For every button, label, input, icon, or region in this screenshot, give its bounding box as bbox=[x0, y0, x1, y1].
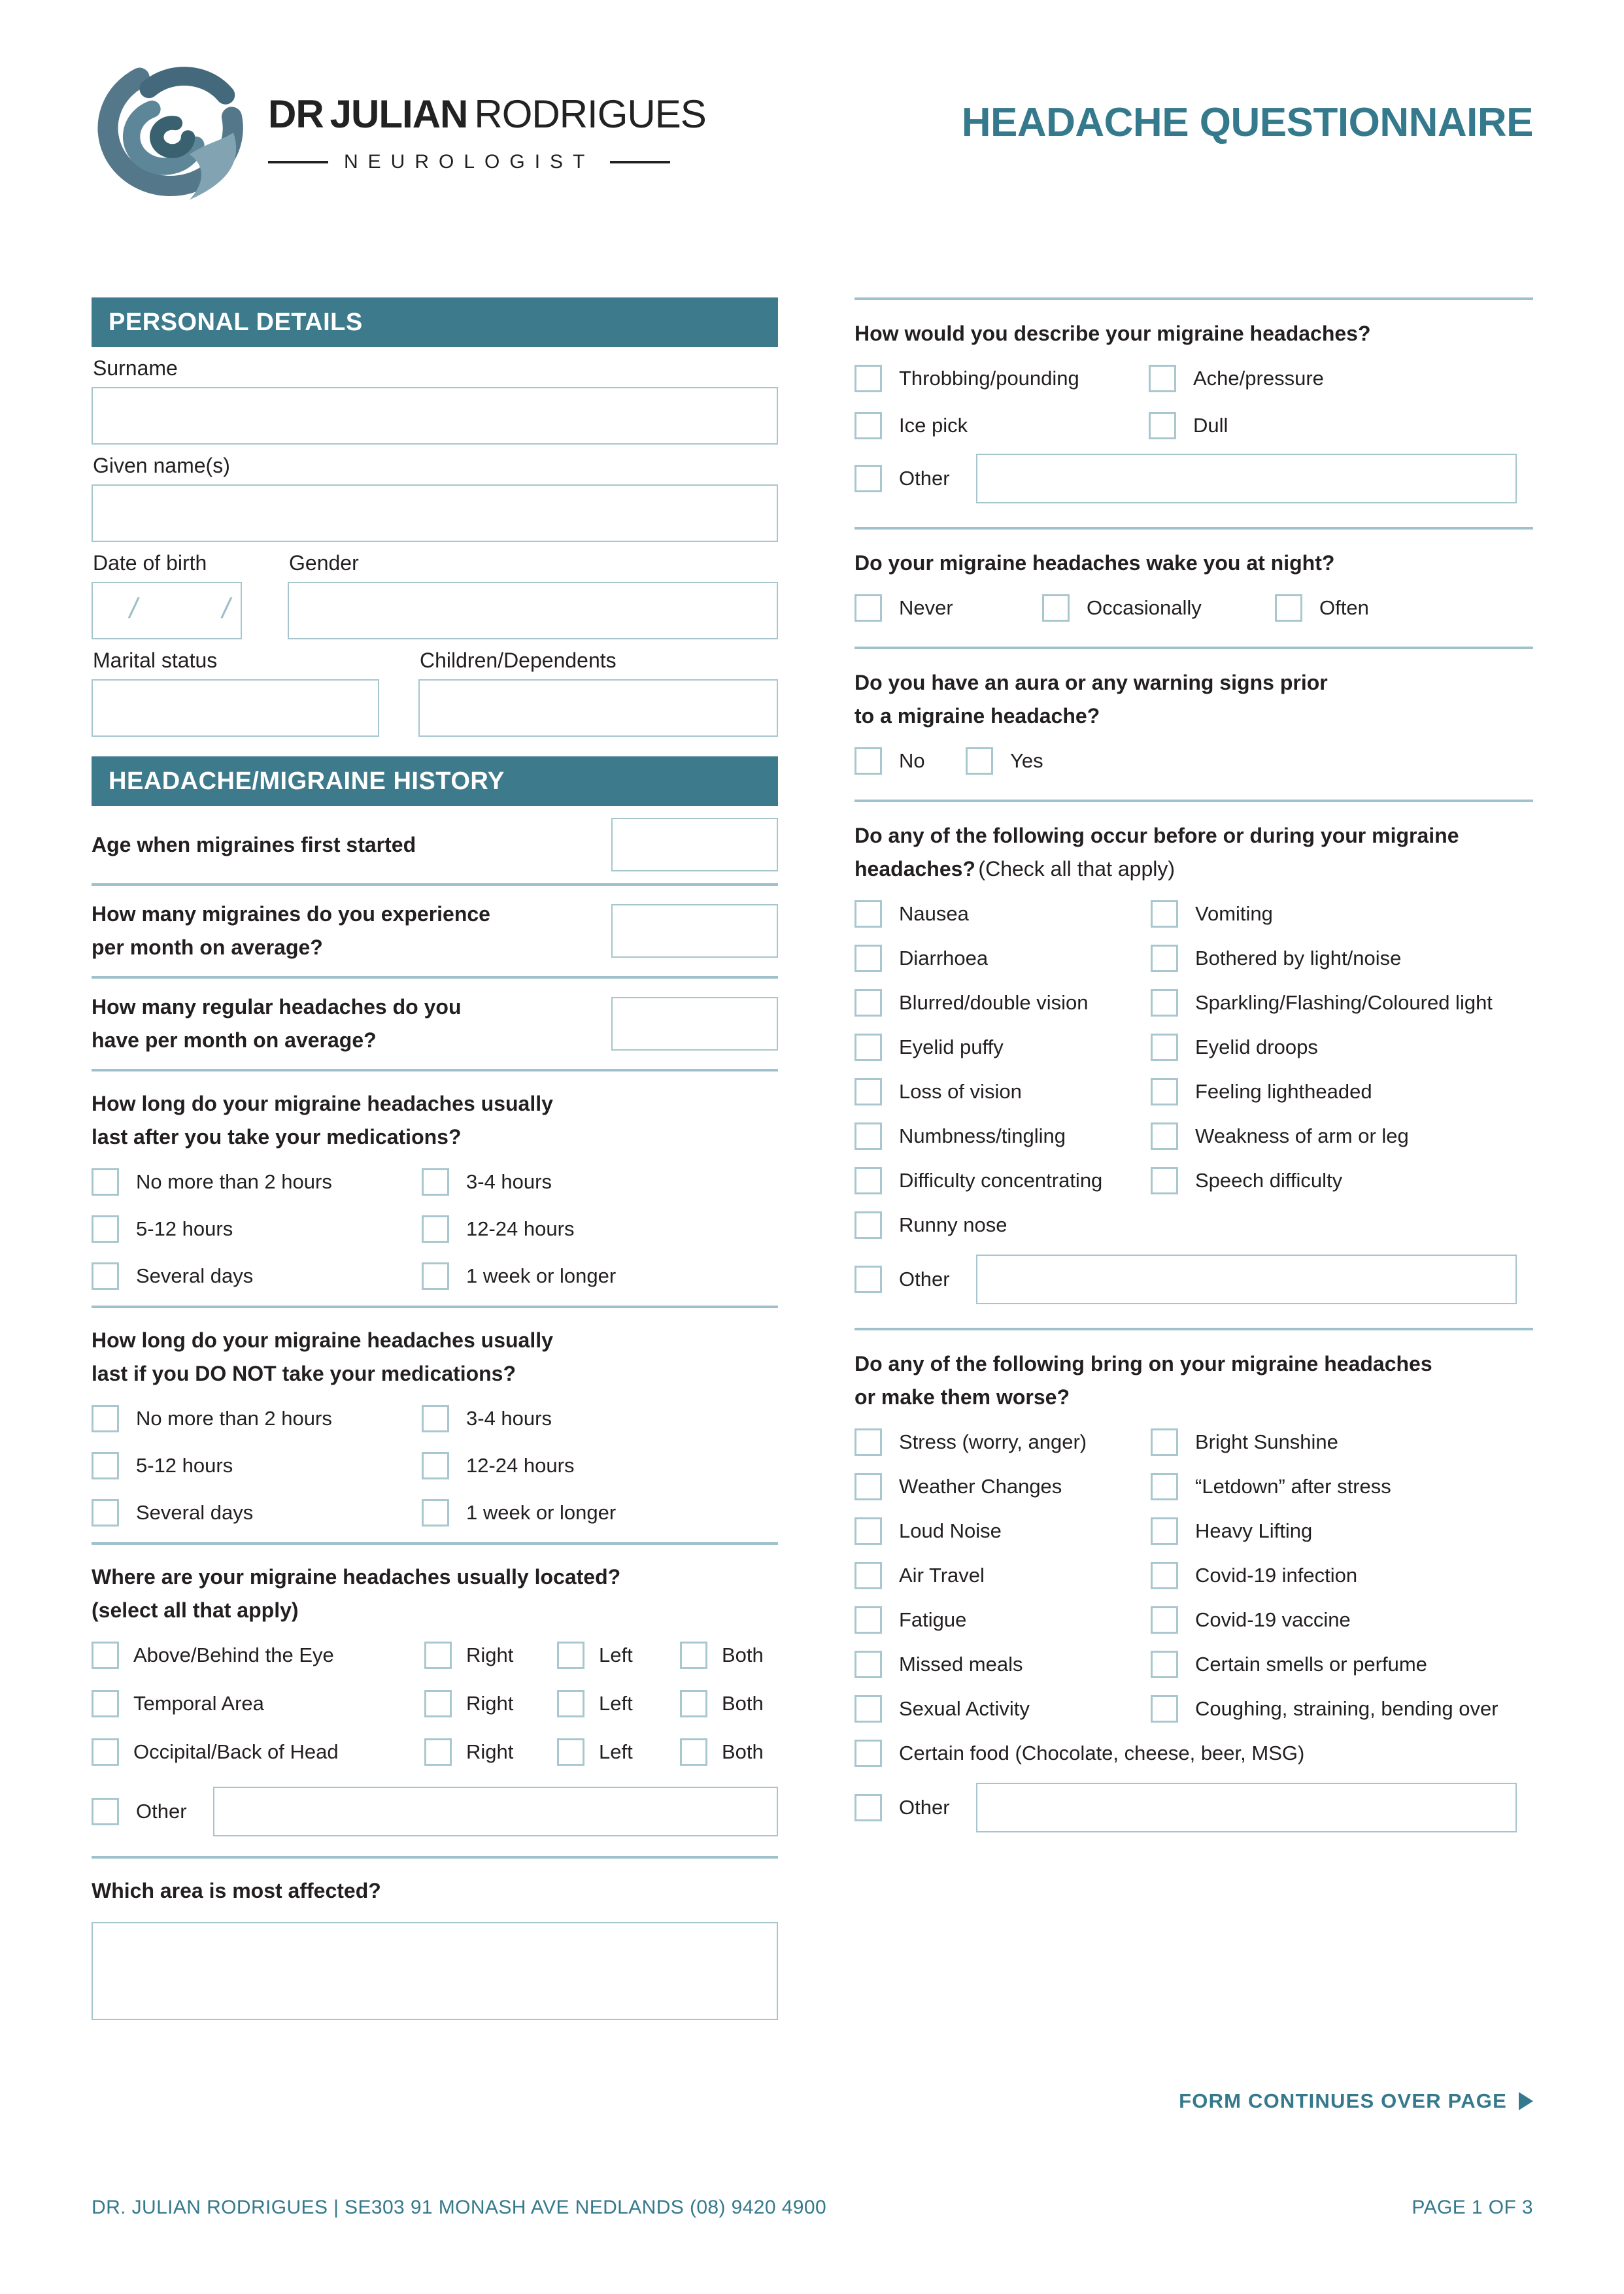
checkbox-numbness[interactable] bbox=[854, 1122, 882, 1150]
location-row-eye: Above/Behind the Eye Right Left Both bbox=[92, 1642, 778, 1670]
symptoms-other-row: Other bbox=[854, 1255, 1517, 1304]
checkbox-location-temporal[interactable] bbox=[92, 1690, 119, 1717]
checkbox-temporal-right[interactable] bbox=[424, 1690, 452, 1717]
checkbox-stress[interactable] bbox=[854, 1428, 882, 1456]
question-headaches-per-month bbox=[92, 979, 778, 1069]
checkbox-ache-pressure[interactable] bbox=[1149, 365, 1176, 392]
checkbox-meds-duration-4[interactable] bbox=[92, 1262, 119, 1290]
divider bbox=[854, 800, 1533, 802]
divider bbox=[92, 1856, 778, 1859]
checkbox-letdown-after-stress[interactable] bbox=[1151, 1473, 1178, 1500]
checkbox-sparkling-light[interactable] bbox=[1151, 989, 1178, 1017]
checkbox-meds-duration-1[interactable] bbox=[422, 1168, 449, 1196]
question-describe: How would you describe your migraine headaches? bbox=[854, 322, 1371, 345]
checkbox-nomeds-duration-2[interactable] bbox=[92, 1452, 119, 1479]
checkbox-eye-right[interactable] bbox=[424, 1642, 452, 1669]
checkbox-nomeds-duration-5[interactable] bbox=[422, 1499, 449, 1527]
practice-tagline: NEUROLOGIST bbox=[268, 151, 726, 173]
duration-without-meds-options: No more than 2 hours 3-4 hours 5-12 hours 12-24 hours Several days 1 week or longer bbox=[92, 1405, 778, 1527]
checkbox-air-travel[interactable] bbox=[854, 1562, 882, 1589]
footer-page-number: PAGE 1 OF 3 bbox=[1412, 2197, 1533, 2218]
gender-input[interactable] bbox=[288, 582, 778, 639]
checkbox-aura-no[interactable] bbox=[854, 747, 882, 775]
marital-status-label: Marital status bbox=[93, 649, 218, 672]
trigger-certain-food-row: Certain food (Chocolate, cheese, beer, MSG) bbox=[854, 1740, 1533, 1767]
location-row-occipital: Occipital/Back of Head Right Left Both bbox=[92, 1738, 778, 1767]
question-duration-with-meds: How long do your migraine headaches usually last after you take your medications? bbox=[92, 1092, 553, 1149]
checkbox-bothered-light-noise[interactable] bbox=[1151, 945, 1178, 972]
checkbox-missed-meals[interactable] bbox=[854, 1651, 882, 1678]
checkbox-loud-noise[interactable] bbox=[854, 1517, 882, 1545]
divider bbox=[92, 1306, 778, 1308]
checkbox-sexual-activity[interactable] bbox=[854, 1695, 882, 1723]
most-affected-input[interactable] bbox=[92, 1922, 778, 2020]
checkbox-occipital-left[interactable] bbox=[557, 1738, 584, 1766]
arrow-right-icon bbox=[1519, 2092, 1533, 2110]
checkbox-vomiting[interactable] bbox=[1151, 900, 1178, 928]
age-started-input[interactable] bbox=[611, 818, 778, 871]
question-most-affected: Which area is most affected? bbox=[92, 1879, 381, 1902]
checkbox-location-other[interactable] bbox=[92, 1798, 119, 1825]
question-symptoms: Do any of the following occur before or during your migraine headaches? (Check all that apply) bbox=[854, 824, 1459, 881]
headaches-per-month-input[interactable] bbox=[611, 997, 778, 1051]
checkbox-loss-of-vision[interactable] bbox=[854, 1078, 882, 1105]
gender-label: Gender bbox=[289, 551, 359, 575]
checkbox-meds-duration-5[interactable] bbox=[422, 1262, 449, 1290]
migraines-per-month-input[interactable] bbox=[611, 904, 778, 958]
question-text: Age when migraines first started bbox=[92, 832, 416, 856]
duration-with-meds-options: No more than 2 hours 3-4 hours 5-12 hours 12-24 hours Several days 1 week or longer bbox=[92, 1168, 778, 1290]
dash-left bbox=[268, 161, 328, 163]
brain-swirl-logo bbox=[92, 58, 256, 201]
checkbox-covid-infection[interactable] bbox=[1151, 1562, 1178, 1589]
checkbox-eyelid-puffy[interactable] bbox=[854, 1034, 882, 1061]
checkbox-wake-never[interactable] bbox=[854, 594, 882, 622]
marital-status-input[interactable] bbox=[92, 679, 379, 737]
checkbox-blurred-vision[interactable] bbox=[854, 989, 882, 1017]
checkbox-dull[interactable] bbox=[1149, 412, 1176, 439]
page-footer bbox=[92, 2197, 1533, 2219]
checkbox-eye-left[interactable] bbox=[557, 1642, 584, 1669]
left-column bbox=[92, 297, 778, 2020]
triggers-other-row: Other bbox=[854, 1783, 1517, 1832]
form-continues-note: FORM CONTINUES OVER PAGE bbox=[1179, 2089, 1533, 2113]
checkbox-eyelid-droops[interactable] bbox=[1151, 1034, 1178, 1061]
checkbox-nomeds-duration-3[interactable] bbox=[422, 1452, 449, 1479]
checkbox-triggers-other[interactable] bbox=[854, 1794, 882, 1821]
checkbox-ice-pick[interactable] bbox=[854, 412, 882, 439]
section-headache-history: HEADACHE/MIGRAINE HISTORY bbox=[92, 756, 778, 806]
divider bbox=[854, 527, 1533, 530]
question-wake-at-night: Do your migraine headaches wake you at night? bbox=[854, 551, 1335, 575]
checkbox-meds-duration-0[interactable] bbox=[92, 1168, 119, 1196]
describe-options: Throbbing/pounding Ache/pressure Ice pick Dull bbox=[854, 365, 1533, 439]
checkbox-throbbing[interactable] bbox=[854, 365, 882, 392]
aura-options: No Yes bbox=[854, 747, 1533, 776]
question-migraines-per-month bbox=[92, 886, 778, 976]
surname-label: Surname bbox=[93, 356, 178, 380]
given-names-label: Given name(s) bbox=[93, 454, 230, 477]
checkbox-certain-food[interactable] bbox=[854, 1740, 882, 1767]
dash-right bbox=[610, 161, 670, 163]
checkbox-symptoms-other[interactable] bbox=[854, 1266, 882, 1293]
divider bbox=[92, 1542, 778, 1545]
triggers-options: Stress (worry, anger) Bright Sunshine Weather Changes “Letdown” after stress Loud Noise Heavy Lifting Air Travel Covid-19 infection Fatigue Covid-19 vaccine Missed meals Certain smells or perfume Sexual Activity Coughing, straining, bending over bbox=[854, 1428, 1533, 1723]
checkbox-difficulty-concentrating[interactable] bbox=[854, 1167, 882, 1194]
checkbox-wake-often[interactable] bbox=[1275, 594, 1302, 622]
checkbox-smells-perfume[interactable] bbox=[1151, 1651, 1178, 1678]
describe-other-row: Other bbox=[854, 454, 1517, 503]
given-names-input[interactable] bbox=[92, 484, 778, 542]
checkbox-occipital-both[interactable] bbox=[680, 1738, 707, 1766]
question-triggers: Do any of the following bring on your migraine headaches or make them worse? bbox=[854, 1352, 1432, 1409]
triggers-other-input[interactable] bbox=[976, 1783, 1517, 1832]
checkbox-fatigue[interactable] bbox=[854, 1606, 882, 1634]
dob-label: Date of birth bbox=[93, 551, 207, 575]
right-column bbox=[854, 297, 1533, 1832]
checkbox-diarrhoea[interactable] bbox=[854, 945, 882, 972]
question-age-started bbox=[92, 806, 778, 883]
checkbox-temporal-left[interactable] bbox=[557, 1690, 584, 1717]
checkbox-bright-sunshine[interactable] bbox=[1151, 1428, 1178, 1456]
footer-contact: DR. JULIAN RODRIGUES | SE303 91 MONASH AVE NEDLANDS (08) 9420 4900 bbox=[92, 2197, 827, 2218]
checkbox-describe-other[interactable] bbox=[854, 465, 882, 492]
practice-name: DR JULIAN RODRIGUES bbox=[268, 92, 706, 136]
checkbox-weather-changes[interactable] bbox=[854, 1473, 882, 1500]
practice-brand bbox=[268, 92, 726, 173]
divider bbox=[854, 647, 1533, 649]
checkbox-runny-nose[interactable] bbox=[854, 1211, 882, 1239]
question-location: Where are your migraine headaches usually located? (select all that apply) bbox=[92, 1565, 621, 1622]
describe-other-input[interactable] bbox=[976, 454, 1517, 503]
checkbox-nomeds-duration-0[interactable] bbox=[92, 1405, 119, 1432]
surname-input[interactable] bbox=[92, 387, 778, 445]
location-other-row: Other bbox=[92, 1787, 778, 1836]
children-label: Children/Dependents bbox=[420, 649, 617, 672]
checkbox-location-eye[interactable] bbox=[92, 1642, 119, 1669]
checkbox-location-occipital[interactable] bbox=[92, 1738, 119, 1766]
question-aura: Do you have an aura or any warning signs prior to a migraine headache? bbox=[854, 671, 1328, 728]
dob-input[interactable] bbox=[92, 582, 242, 639]
checkbox-aura-yes[interactable] bbox=[966, 747, 993, 775]
checkbox-meds-duration-2[interactable] bbox=[92, 1215, 119, 1243]
symptoms-other-input[interactable] bbox=[976, 1255, 1517, 1304]
checkbox-temporal-both[interactable] bbox=[680, 1690, 707, 1717]
checkbox-eye-both[interactable] bbox=[680, 1642, 707, 1669]
symptoms-options: Nausea Vomiting Diarrhoea Bothered by light/noise Blurred/double vision Sparkling/Flashing/Coloured light Eyelid puffy Eyelid droops Loss of vision Feeling lightheaded Numbness/tingling Weakness of arm or leg Difficulty concentrating Speech difficulty Runny nose bbox=[854, 900, 1533, 1239]
checkbox-occipital-right[interactable] bbox=[424, 1738, 452, 1766]
checkbox-covid-vaccine[interactable] bbox=[1151, 1606, 1178, 1634]
section-personal-details: PERSONAL DETAILS bbox=[92, 297, 778, 347]
checkbox-lightheaded[interactable] bbox=[1151, 1078, 1178, 1105]
wake-options: Never Occasionally Often bbox=[854, 594, 1533, 623]
question-duration-without-meds: How long do your migraine headaches usually last if you DO NOT take your medications? bbox=[92, 1328, 553, 1385]
location-row-temporal: Temporal Area Right Left Both bbox=[92, 1690, 778, 1719]
page-title: HEADACHE QUESTIONNAIRE bbox=[961, 100, 1533, 145]
checkbox-meds-duration-3[interactable] bbox=[422, 1215, 449, 1243]
location-other-input[interactable] bbox=[213, 1787, 778, 1836]
checkbox-weakness-arm-leg[interactable] bbox=[1151, 1122, 1178, 1150]
divider bbox=[854, 297, 1533, 300]
checkbox-wake-occasionally[interactable] bbox=[1042, 594, 1070, 622]
checkbox-speech-difficulty[interactable] bbox=[1151, 1167, 1178, 1194]
dob-placeholder: / / bbox=[129, 592, 235, 624]
checkbox-nomeds-duration-4[interactable] bbox=[92, 1499, 119, 1527]
children-input[interactable] bbox=[418, 679, 778, 737]
checkbox-nausea[interactable] bbox=[854, 900, 882, 928]
question-text: How many regular headaches do you have per month on average? bbox=[92, 995, 462, 1052]
checkbox-heavy-lifting[interactable] bbox=[1151, 1517, 1178, 1545]
question-text: How many migraines do you experience per month on average? bbox=[92, 902, 490, 959]
checkbox-coughing-straining[interactable] bbox=[1151, 1695, 1178, 1723]
divider bbox=[92, 1069, 778, 1071]
checkbox-nomeds-duration-1[interactable] bbox=[422, 1405, 449, 1432]
divider bbox=[854, 1328, 1533, 1330]
